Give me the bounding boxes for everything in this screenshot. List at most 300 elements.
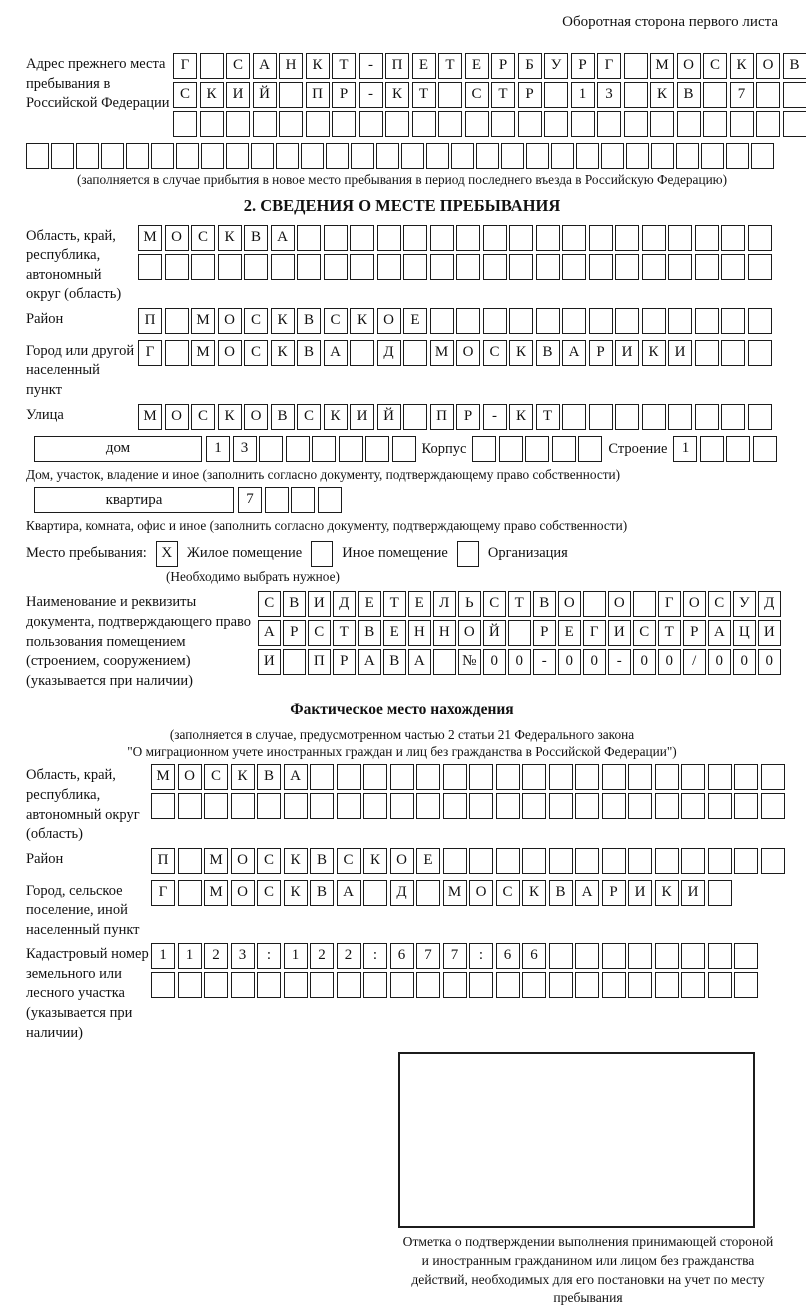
char-cell[interactable]: О xyxy=(608,591,631,617)
char-cell[interactable] xyxy=(681,943,705,969)
char-cell[interactable] xyxy=(562,308,586,334)
char-cell[interactable] xyxy=(549,764,573,790)
char-cell[interactable]: / xyxy=(683,649,706,675)
char-cell[interactable] xyxy=(390,972,414,998)
char-cell[interactable] xyxy=(655,848,679,874)
char-cell[interactable] xyxy=(231,793,255,819)
stroenie-cells[interactable] xyxy=(673,436,777,462)
char-cell[interactable]: В xyxy=(297,340,321,366)
char-cell[interactable] xyxy=(483,225,507,251)
char-cell[interactable] xyxy=(200,53,224,79)
char-cell[interactable]: С xyxy=(496,880,520,906)
char-cell[interactable]: К xyxy=(231,764,255,790)
char-cell[interactable] xyxy=(443,793,467,819)
char-cell[interactable]: Е xyxy=(408,591,431,617)
char-cell[interactable]: С xyxy=(308,620,331,646)
char-cell[interactable]: Б xyxy=(518,53,542,79)
char-cell[interactable]: Г xyxy=(138,340,162,366)
char-cell[interactable] xyxy=(726,436,750,462)
char-cell[interactable]: С xyxy=(258,591,281,617)
char-cell[interactable]: Р xyxy=(491,53,515,79)
char-cell[interactable] xyxy=(551,143,574,169)
char-cell[interactable] xyxy=(655,943,679,969)
char-cell[interactable] xyxy=(231,972,255,998)
char-cell[interactable]: А xyxy=(284,764,308,790)
char-cell[interactable]: И xyxy=(226,82,250,108)
char-cell[interactable]: 7 xyxy=(238,487,262,513)
char-cell[interactable]: С xyxy=(297,404,321,430)
char-cell[interactable] xyxy=(708,972,732,998)
char-cell[interactable] xyxy=(469,764,493,790)
char-cell[interactable] xyxy=(681,848,705,874)
char-cell[interactable]: С xyxy=(191,404,215,430)
char-cell[interactable]: К xyxy=(218,404,242,430)
char-cell[interactable] xyxy=(703,111,727,137)
char-cell[interactable] xyxy=(544,82,568,108)
char-cell[interactable]: И xyxy=(258,649,281,675)
char-cell[interactable] xyxy=(496,972,520,998)
char-cell[interactable]: Е xyxy=(403,308,427,334)
char-cell[interactable] xyxy=(628,972,652,998)
char-cell[interactable]: К xyxy=(509,404,533,430)
char-cell[interactable] xyxy=(337,793,361,819)
char-cell[interactable]: 3 xyxy=(231,943,255,969)
char-cell[interactable] xyxy=(536,308,560,334)
char-cell[interactable]: У xyxy=(733,591,756,617)
char-cell[interactable]: П xyxy=(430,404,454,430)
char-cell[interactable]: А xyxy=(337,880,361,906)
char-cell[interactable]: А xyxy=(271,225,295,251)
char-cell[interactable] xyxy=(602,764,626,790)
char-cell[interactable]: Е xyxy=(383,620,406,646)
char-cell[interactable] xyxy=(438,82,462,108)
char-cell[interactable]: И xyxy=(350,404,374,430)
char-cell[interactable]: В xyxy=(383,649,406,675)
char-cell[interactable] xyxy=(721,225,745,251)
char-cell[interactable]: : xyxy=(469,943,493,969)
char-cell[interactable] xyxy=(218,254,242,280)
char-cell[interactable]: О xyxy=(165,404,189,430)
char-cell[interactable] xyxy=(562,225,586,251)
char-cell[interactable] xyxy=(377,254,401,280)
char-cell[interactable] xyxy=(633,591,656,617)
char-cell[interactable] xyxy=(575,943,599,969)
char-cell[interactable]: Т xyxy=(333,620,356,646)
char-cell[interactable] xyxy=(708,764,732,790)
char-cell[interactable]: Р xyxy=(518,82,542,108)
char-cell[interactable]: 1 xyxy=(571,82,595,108)
char-cell[interactable]: В xyxy=(297,308,321,334)
char-cell[interactable]: Д xyxy=(333,591,356,617)
char-cell[interactable] xyxy=(339,436,363,462)
char-cell[interactable] xyxy=(297,254,321,280)
char-cell[interactable]: М xyxy=(191,340,215,366)
char-cell[interactable]: И xyxy=(308,591,331,617)
char-cell[interactable] xyxy=(575,793,599,819)
char-cell[interactable] xyxy=(443,972,467,998)
char-cell-row[interactable] xyxy=(151,943,758,969)
char-cell[interactable]: И xyxy=(681,880,705,906)
char-cell[interactable]: Г xyxy=(597,53,621,79)
char-cell[interactable] xyxy=(536,254,560,280)
char-cell[interactable] xyxy=(476,143,499,169)
char-cell[interactable]: В xyxy=(536,340,560,366)
char-cell[interactable] xyxy=(730,111,754,137)
char-cell[interactable] xyxy=(756,111,780,137)
char-cell[interactable]: Н xyxy=(279,53,303,79)
char-cell[interactable] xyxy=(359,111,383,137)
char-cell[interactable] xyxy=(602,793,626,819)
char-cell[interactable]: О xyxy=(231,848,255,874)
char-cell[interactable]: Н xyxy=(433,620,456,646)
char-cell[interactable] xyxy=(469,848,493,874)
char-cell[interactable] xyxy=(695,225,719,251)
char-cell[interactable] xyxy=(173,111,197,137)
char-cell[interactable] xyxy=(286,436,310,462)
char-cell[interactable] xyxy=(668,308,692,334)
char-cell[interactable] xyxy=(363,764,387,790)
char-cell[interactable] xyxy=(412,111,436,137)
char-cell[interactable]: К xyxy=(350,308,374,334)
char-cell[interactable]: Р xyxy=(456,404,480,430)
char-cell[interactable]: - xyxy=(483,404,507,430)
char-cell[interactable]: С xyxy=(324,308,348,334)
char-cell[interactable]: 7 xyxy=(416,943,440,969)
char-cell[interactable] xyxy=(642,404,666,430)
char-cell[interactable]: 0 xyxy=(708,649,731,675)
char-cell[interactable] xyxy=(589,308,613,334)
char-cell[interactable] xyxy=(178,848,202,874)
char-cell[interactable]: 0 xyxy=(508,649,531,675)
char-cell[interactable]: О xyxy=(677,53,701,79)
char-cell[interactable] xyxy=(708,880,732,906)
char-cell[interactable]: Н xyxy=(408,620,431,646)
char-cell[interactable] xyxy=(279,111,303,137)
char-cell[interactable]: В xyxy=(549,880,573,906)
char-cell[interactable] xyxy=(536,225,560,251)
char-cell[interactable] xyxy=(350,340,374,366)
char-cell[interactable] xyxy=(628,943,652,969)
house-type-box[interactable]: дом xyxy=(34,436,202,462)
char-cell[interactable]: Ь xyxy=(458,591,481,617)
char-cell[interactable]: П xyxy=(138,308,162,334)
char-cell[interactable] xyxy=(496,793,520,819)
char-cell[interactable]: С xyxy=(483,340,507,366)
char-cell[interactable]: Ц xyxy=(733,620,756,646)
char-cell[interactable] xyxy=(509,308,533,334)
char-cell[interactable]: № xyxy=(458,649,481,675)
char-cell[interactable]: А xyxy=(253,53,277,79)
char-cell[interactable] xyxy=(443,764,467,790)
char-cell[interactable]: К xyxy=(324,404,348,430)
char-cell[interactable]: К xyxy=(284,848,308,874)
char-cell[interactable]: С xyxy=(244,340,268,366)
char-cell[interactable] xyxy=(253,111,277,137)
char-cell[interactable] xyxy=(544,111,568,137)
char-cell[interactable]: А xyxy=(562,340,586,366)
char-cell[interactable] xyxy=(279,82,303,108)
apartment-type-box[interactable]: квартира xyxy=(34,487,234,513)
char-cell[interactable] xyxy=(376,143,399,169)
char-cell[interactable] xyxy=(271,254,295,280)
char-cell[interactable] xyxy=(390,764,414,790)
char-cell[interactable] xyxy=(721,254,745,280)
char-cell[interactable]: Р xyxy=(571,53,595,79)
char-cell[interactable] xyxy=(326,143,349,169)
char-cell[interactable] xyxy=(642,225,666,251)
char-cell[interactable] xyxy=(748,340,772,366)
char-cell[interactable] xyxy=(748,404,772,430)
char-cell[interactable] xyxy=(403,404,427,430)
char-cell[interactable] xyxy=(522,972,546,998)
char-cell[interactable] xyxy=(403,254,427,280)
char-cell[interactable] xyxy=(681,793,705,819)
char-cell[interactable] xyxy=(549,793,573,819)
char-cell[interactable]: О xyxy=(458,620,481,646)
char-cell[interactable]: Е xyxy=(358,591,381,617)
char-cell[interactable] xyxy=(650,111,674,137)
char-cell[interactable] xyxy=(761,793,785,819)
char-cell[interactable] xyxy=(244,254,268,280)
checkbox-other-premises[interactable] xyxy=(311,541,333,567)
char-cell[interactable]: - xyxy=(359,53,383,79)
char-cell[interactable]: 0 xyxy=(733,649,756,675)
char-cell[interactable] xyxy=(575,972,599,998)
char-cell[interactable] xyxy=(469,793,493,819)
char-cell[interactable]: В xyxy=(257,764,281,790)
char-cell[interactable]: Г xyxy=(583,620,606,646)
char-cell[interactable]: 0 xyxy=(583,649,606,675)
char-cell[interactable]: Т xyxy=(491,82,515,108)
char-cell[interactable] xyxy=(257,972,281,998)
char-cell[interactable] xyxy=(589,225,613,251)
char-cell[interactable]: О xyxy=(218,308,242,334)
apartment-number-cells[interactable] xyxy=(238,487,342,513)
char-cell[interactable]: 0 xyxy=(558,649,581,675)
char-cell[interactable] xyxy=(151,143,174,169)
char-cell[interactable] xyxy=(624,82,648,108)
house-number-cells[interactable] xyxy=(206,436,416,462)
char-cell[interactable]: О xyxy=(218,340,242,366)
char-cell[interactable] xyxy=(628,848,652,874)
char-cell-row[interactable] xyxy=(138,404,772,430)
char-cell[interactable] xyxy=(324,254,348,280)
char-cell[interactable]: И xyxy=(668,340,692,366)
char-cell[interactable] xyxy=(668,254,692,280)
char-cell[interactable] xyxy=(204,793,228,819)
char-cell[interactable]: 0 xyxy=(658,649,681,675)
char-cell[interactable] xyxy=(748,308,772,334)
char-cell[interactable]: С xyxy=(708,591,731,617)
char-cell[interactable]: А xyxy=(708,620,731,646)
char-cell[interactable] xyxy=(628,764,652,790)
char-cell[interactable]: 0 xyxy=(633,649,656,675)
char-cell[interactable] xyxy=(734,972,758,998)
char-cell[interactable] xyxy=(433,649,456,675)
char-cell[interactable]: А xyxy=(408,649,431,675)
char-cell[interactable] xyxy=(703,82,727,108)
char-cell[interactable] xyxy=(615,308,639,334)
char-cell[interactable] xyxy=(562,404,586,430)
char-cell[interactable] xyxy=(508,620,531,646)
char-cell[interactable]: В xyxy=(783,53,806,79)
char-cell[interactable] xyxy=(350,225,374,251)
char-cell[interactable]: В xyxy=(310,848,334,874)
char-cell[interactable]: 0 xyxy=(758,649,781,675)
char-cell[interactable] xyxy=(165,308,189,334)
char-cell[interactable]: К xyxy=(271,340,295,366)
char-cell[interactable] xyxy=(337,972,361,998)
char-cell[interactable]: А xyxy=(358,649,381,675)
char-cell[interactable] xyxy=(642,254,666,280)
char-cell[interactable]: 3 xyxy=(597,82,621,108)
char-cell[interactable] xyxy=(681,764,705,790)
char-cell[interactable]: Г xyxy=(173,53,197,79)
char-cell[interactable]: В xyxy=(533,591,556,617)
char-cell[interactable]: О xyxy=(165,225,189,251)
char-cell[interactable]: Р xyxy=(533,620,556,646)
char-cell[interactable] xyxy=(522,793,546,819)
char-cell[interactable]: А xyxy=(324,340,348,366)
char-cell[interactable]: А xyxy=(575,880,599,906)
char-cell[interactable]: 2 xyxy=(310,943,334,969)
char-cell[interactable]: О xyxy=(244,404,268,430)
char-cell[interactable]: Й xyxy=(483,620,506,646)
char-cell-row[interactable] xyxy=(138,340,772,366)
char-cell[interactable] xyxy=(226,111,250,137)
char-cell[interactable] xyxy=(756,82,780,108)
char-cell[interactable]: К xyxy=(284,880,308,906)
char-cell[interactable] xyxy=(518,111,542,137)
char-cell[interactable] xyxy=(165,254,189,280)
char-cell[interactable] xyxy=(668,404,692,430)
char-cell[interactable]: - xyxy=(359,82,383,108)
char-cell[interactable] xyxy=(101,143,124,169)
char-cell[interactable] xyxy=(602,972,626,998)
char-cell[interactable]: И xyxy=(758,620,781,646)
char-cell[interactable] xyxy=(655,764,679,790)
char-cell[interactable] xyxy=(276,143,299,169)
char-cell[interactable]: Т xyxy=(383,591,406,617)
char-cell[interactable] xyxy=(761,764,785,790)
char-cell[interactable]: К xyxy=(509,340,533,366)
char-cell[interactable]: Е xyxy=(416,848,440,874)
char-cell[interactable] xyxy=(430,225,454,251)
char-cell[interactable]: 0 xyxy=(483,649,506,675)
char-cell[interactable]: 2 xyxy=(204,943,228,969)
char-cell[interactable] xyxy=(522,764,546,790)
char-cell[interactable]: Г xyxy=(658,591,681,617)
char-cell[interactable]: : xyxy=(257,943,281,969)
char-cell-row[interactable] xyxy=(151,848,785,874)
char-cell-row[interactable] xyxy=(151,764,785,790)
char-cell[interactable] xyxy=(191,254,215,280)
char-cell[interactable]: С xyxy=(191,225,215,251)
char-cell[interactable] xyxy=(176,143,199,169)
char-cell[interactable] xyxy=(655,972,679,998)
char-cell[interactable] xyxy=(26,143,49,169)
char-cell[interactable] xyxy=(695,340,719,366)
char-cell[interactable] xyxy=(363,972,387,998)
char-cell[interactable] xyxy=(651,143,674,169)
char-cell[interactable] xyxy=(575,764,599,790)
char-cell[interactable]: И xyxy=(615,340,639,366)
char-cell[interactable] xyxy=(257,793,281,819)
char-cell[interactable] xyxy=(589,254,613,280)
char-cell[interactable] xyxy=(783,111,806,137)
char-cell[interactable] xyxy=(761,848,785,874)
char-cell[interactable]: С xyxy=(204,764,228,790)
char-cell[interactable]: : xyxy=(363,943,387,969)
char-cell[interactable] xyxy=(138,254,162,280)
char-cell[interactable] xyxy=(734,793,758,819)
char-cell-row[interactable] xyxy=(138,225,772,251)
char-cell[interactable]: 1 xyxy=(151,943,175,969)
char-cell[interactable] xyxy=(601,143,624,169)
char-cell[interactable] xyxy=(456,225,480,251)
char-cell[interactable]: 1 xyxy=(178,943,202,969)
char-cell[interactable] xyxy=(430,308,454,334)
char-cell[interactable] xyxy=(178,880,202,906)
char-cell[interactable] xyxy=(469,972,493,998)
char-cell[interactable] xyxy=(284,972,308,998)
char-cell[interactable] xyxy=(734,943,758,969)
char-cell[interactable] xyxy=(165,340,189,366)
char-cell[interactable] xyxy=(403,340,427,366)
char-cell[interactable] xyxy=(392,436,416,462)
char-cell[interactable]: В xyxy=(310,880,334,906)
char-cell[interactable] xyxy=(681,972,705,998)
char-cell[interactable]: Т xyxy=(536,404,560,430)
char-cell[interactable] xyxy=(624,53,648,79)
char-cell-row[interactable] xyxy=(258,620,781,646)
char-cell-row[interactable] xyxy=(138,254,772,280)
char-cell[interactable] xyxy=(549,848,573,874)
char-cell[interactable] xyxy=(701,143,724,169)
char-cell[interactable]: С xyxy=(483,591,506,617)
checkbox-residential[interactable]: X xyxy=(156,541,178,567)
char-cell[interactable] xyxy=(552,436,576,462)
char-cell[interactable] xyxy=(465,111,489,137)
char-cell[interactable] xyxy=(51,143,74,169)
char-cell-row[interactable] xyxy=(173,111,806,137)
char-cell[interactable]: Т xyxy=(508,591,531,617)
char-cell[interactable] xyxy=(310,764,334,790)
char-cell[interactable]: И xyxy=(628,880,652,906)
char-cell[interactable] xyxy=(443,848,467,874)
char-cell[interactable] xyxy=(615,225,639,251)
char-cell[interactable]: К xyxy=(218,225,242,251)
char-cell[interactable]: Р xyxy=(589,340,613,366)
char-cell[interactable] xyxy=(76,143,99,169)
char-cell-row[interactable] xyxy=(173,82,806,108)
char-cell[interactable]: 7 xyxy=(730,82,754,108)
char-cell[interactable]: К xyxy=(730,53,754,79)
char-cell[interactable] xyxy=(265,487,289,513)
char-cell[interactable] xyxy=(602,848,626,874)
char-cell[interactable] xyxy=(562,254,586,280)
char-cell[interactable]: Д xyxy=(377,340,401,366)
char-cell[interactable]: У xyxy=(544,53,568,79)
char-cell[interactable] xyxy=(301,143,324,169)
char-cell[interactable]: П xyxy=(308,649,331,675)
char-cell[interactable]: К xyxy=(642,340,666,366)
prev-address-overflow-row[interactable] xyxy=(26,143,778,169)
char-cell[interactable]: С xyxy=(465,82,489,108)
char-cell[interactable] xyxy=(615,254,639,280)
char-cell[interactable]: Д xyxy=(390,880,414,906)
char-cell[interactable] xyxy=(549,972,573,998)
